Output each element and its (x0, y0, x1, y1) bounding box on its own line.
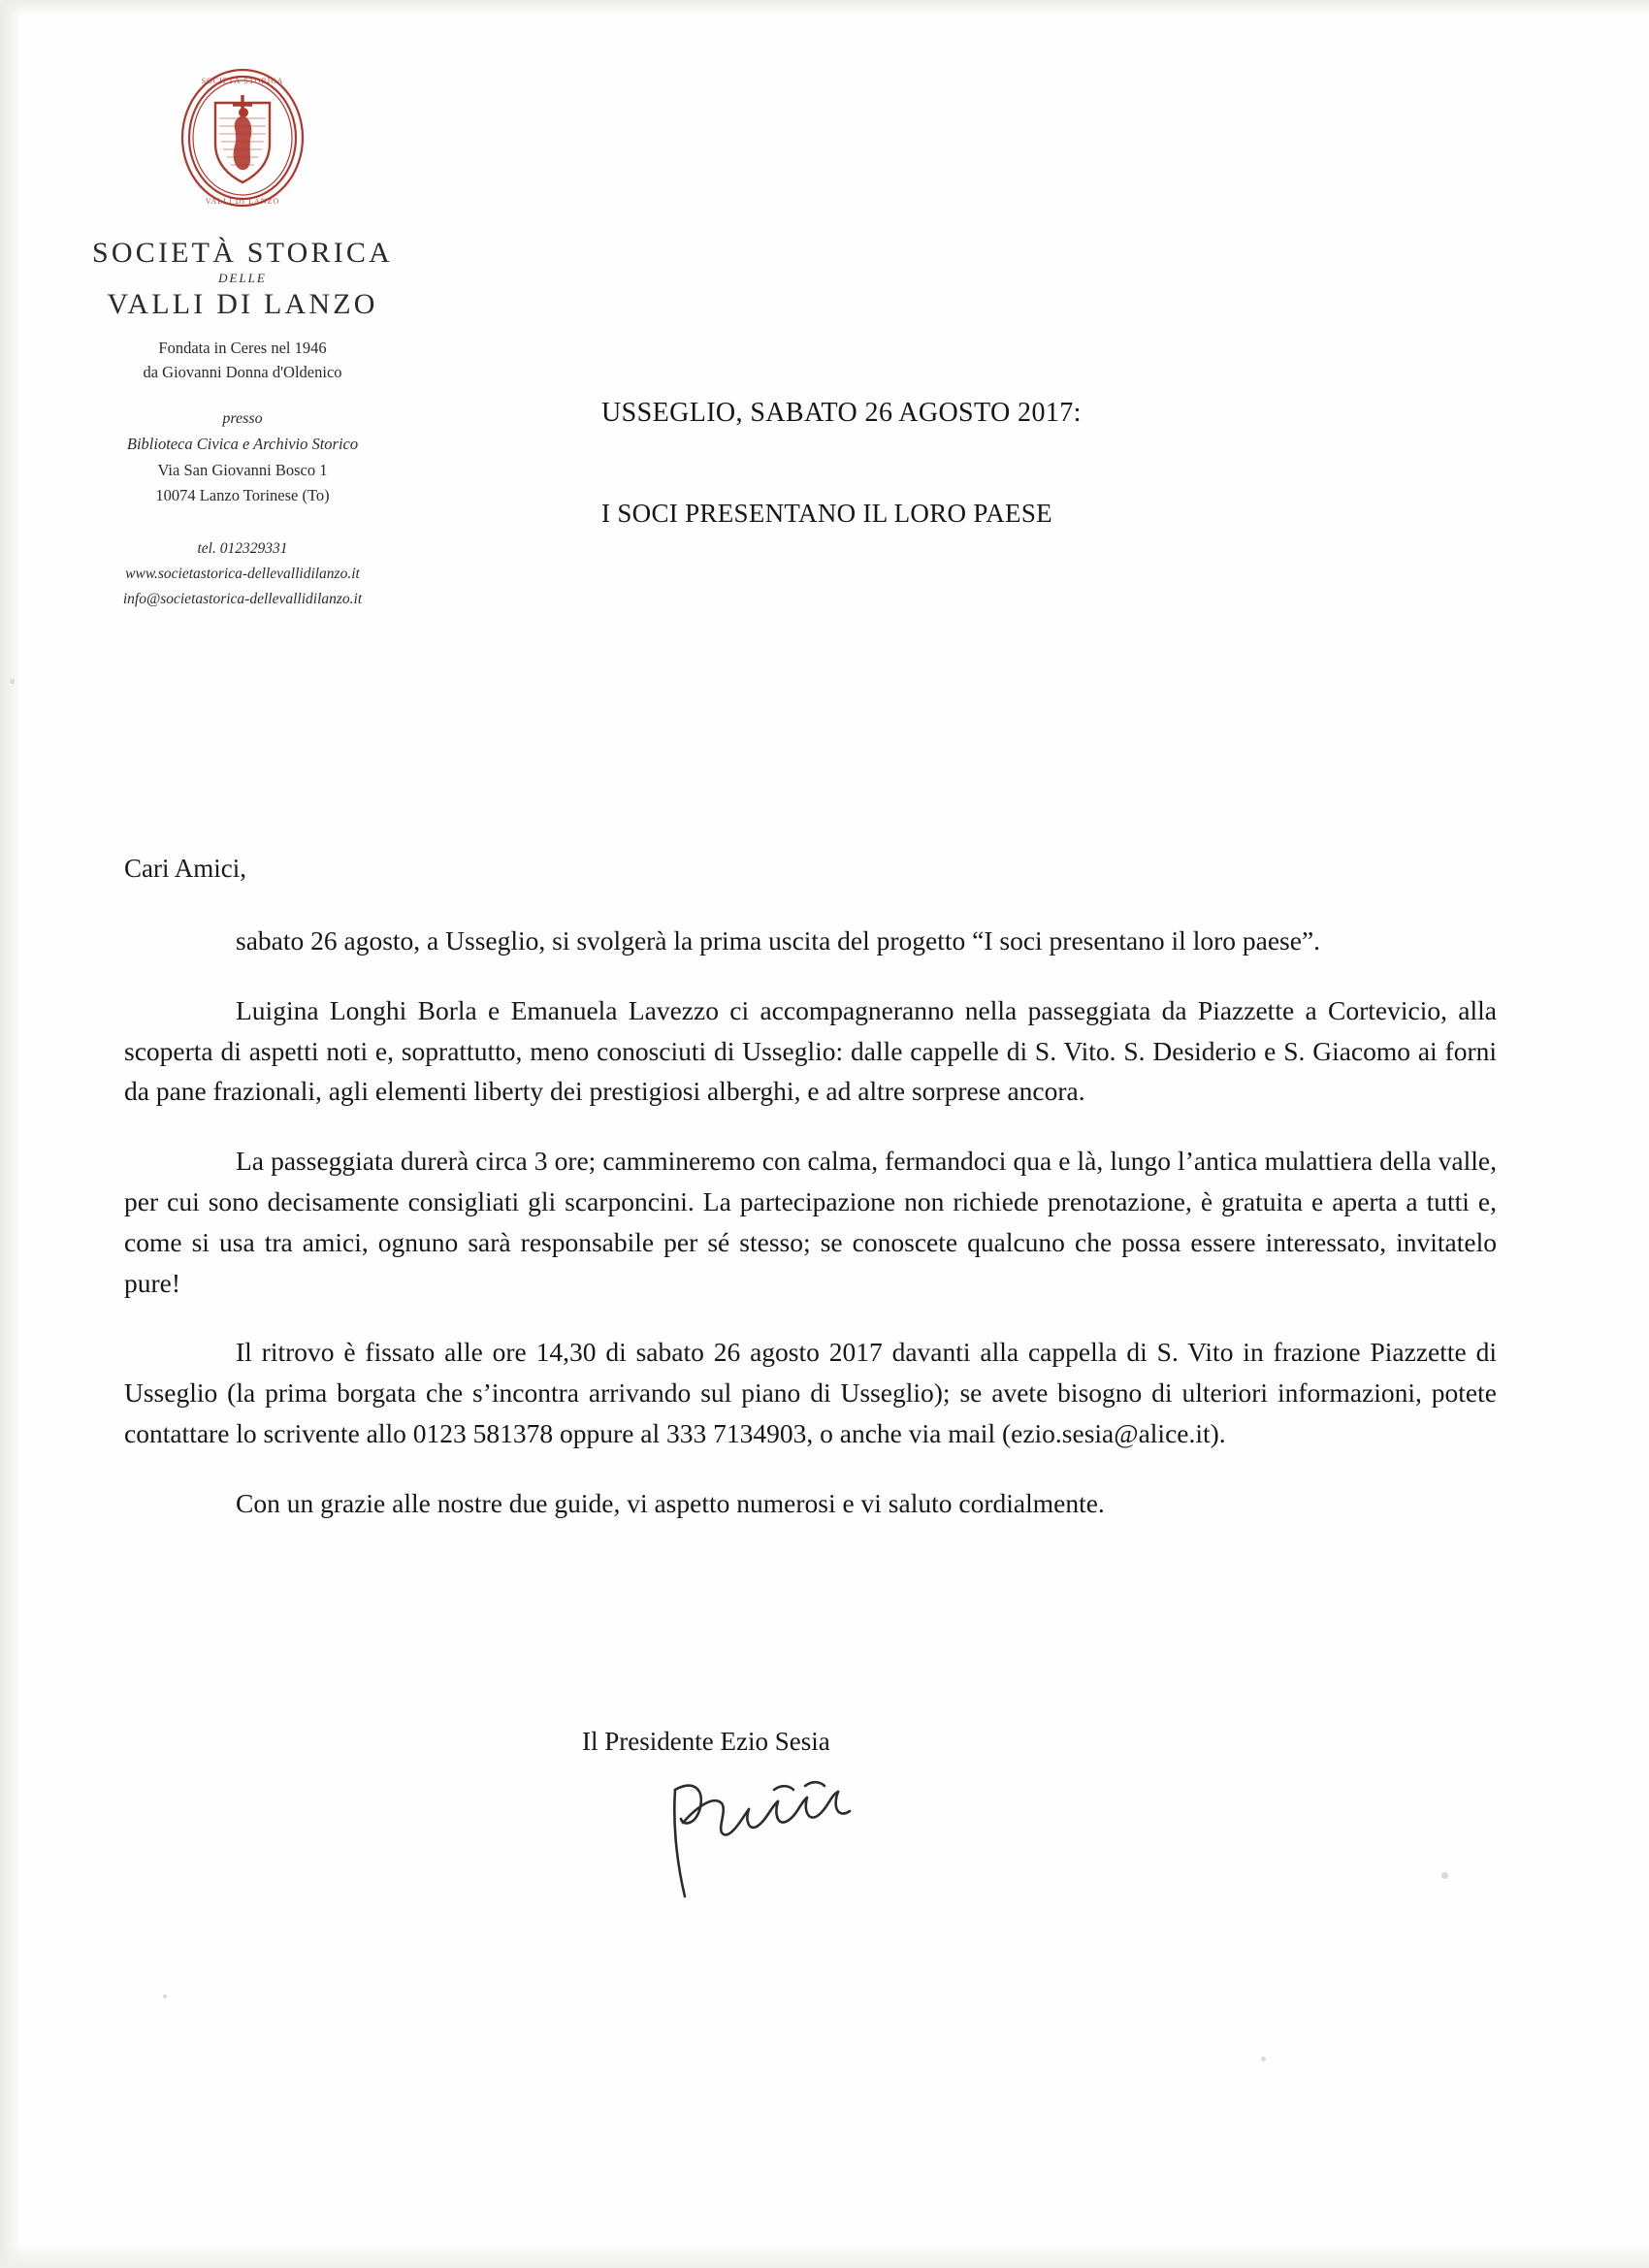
founded-block (58, 336, 427, 385)
body-paragraph: Il ritrovo è fissato alle ore 14,30 di sabato 26 agosto 2017 davanti alla cappella di S. Vito in frazione Piazzette di Usseglio (la prima borgata che s’incontra arrivando sul piano di Usseglio); se avete bisogno di ulteriori informazioni, potete contattare lo scrivente allo 0123 581378 oppure al 333 7134903, o anche via mail (ezio.sesia@alice.it). (124, 1337, 1497, 1448)
salutation: Cari Amici, (124, 854, 246, 883)
scan-edge-bottom (0, 2243, 1649, 2268)
society-seal-icon (163, 58, 323, 218)
letter-body (124, 854, 1497, 1553)
signatory-title: Il Presidente Ezio Sesia (582, 1727, 830, 1756)
telephone: tel. 012329331 (197, 540, 288, 558)
body-paragraph: Luigina Longhi Borla e Emanuela Lavezzo ci accompagneranno nella passeggiata da Piazzette a Cortevicio, alla scoperta di aspetti noti e, soprattutto, meno conosciuti di Usseglio: dalle cappelle di S. Vito. S. Desiderio e S. Giacomo ai forni da pane frazionali, agli elementi liberty dei prestigiosi alberghi, e ad altre sorprese ancora. (124, 994, 1497, 1107)
email-address[interactable]: info@societastorica-dellevallidilanzo.it (122, 591, 363, 608)
founded-line-1: Fondata in Ceres nel 1946 (158, 338, 327, 357)
svg-text:VALLI DI LANZO: VALLI DI LANZO (205, 197, 279, 206)
scan-speck (1441, 1872, 1448, 1879)
signature-block (582, 1727, 1164, 1908)
address-line-1: Biblioteca Civica e Archivio Storico (126, 434, 359, 453)
handwritten-signature (660, 1763, 1164, 1908)
org-name-line-1: SOCIETÀ STORICA (92, 237, 393, 269)
founded-line-2: da Giovanni Donna d'Oldenico (143, 363, 342, 382)
body-paragraph: La passeggiata durerà circa 3 ore; cammineremo con calma, fermandoci qua e là, lungo l’antica mulattiera della valle, per cui sono decisamente consigliati gli scarponcini. La partecipazione non richiede prenotazione, è gratuita e aperta a tutti e, come si usa tra amici, ognuno sarà responsabile per sé stesso; se conoscete qualcuno che possa essere interessato, invitatelo pure! (124, 1146, 1497, 1298)
letterhead (58, 58, 427, 612)
event-subject-line: I SOCI PRESENTANO IL LORO PAESE (601, 499, 1052, 528)
contacts-block (58, 536, 427, 612)
scan-speck (163, 1994, 167, 1998)
scan-speck (10, 679, 15, 684)
address-block (58, 432, 427, 509)
svg-text:SOCIETÀ STORICA: SOCIETÀ STORICA (201, 77, 283, 85)
scan-edge-top (0, 0, 1649, 16)
event-date-line: USSEGLIO, SABATO 26 AGOSTO 2017: (601, 398, 1082, 428)
presso-label: presso (222, 409, 263, 427)
address-line-2: Via San Giovanni Bosco 1 (157, 460, 328, 479)
body-paragraph: sabato 26 agosto, a Usseglio, si svolgerà la prima uscita del progetto “I soci presentano il loro paese”. (236, 925, 1321, 956)
closing-paragraph: Con un grazie alle nostre due guide, vi aspetto numerosi e vi saluto cordialmente. (236, 1487, 1105, 1518)
address-line-3: 10074 Lanzo Torinese (To) (155, 486, 330, 505)
org-name-delle: DELLE (218, 271, 267, 286)
letter-header (601, 398, 1513, 529)
scan-edge-left (0, 0, 21, 2268)
website-url[interactable]: www.societastorica-dellevallidilanzo.it (125, 566, 360, 583)
scan-speck (1261, 2057, 1266, 2061)
org-name-line-2: VALLI DI LANZO (107, 288, 378, 321)
